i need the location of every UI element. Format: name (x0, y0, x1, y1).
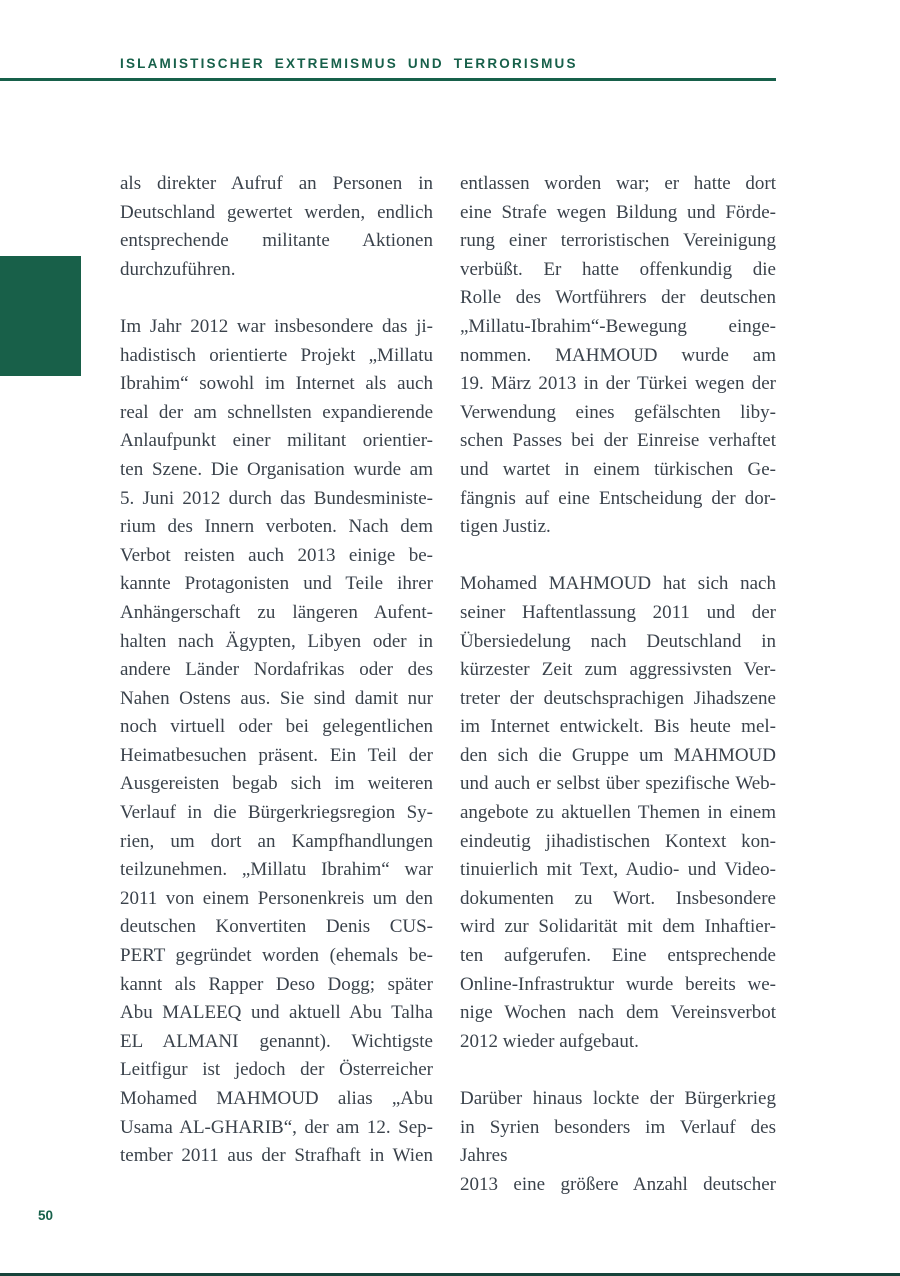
text-line: Abu MALEEQ und aktuell Abu Talha (120, 1002, 433, 1024)
text-line: PERT gegründet worden (ehemals be- (120, 945, 433, 967)
text-line: Verwendung eines gefälschten liby- (460, 401, 776, 423)
text-line: rien, um dort an Kampfhandlungen (120, 830, 433, 852)
running-header-title: ISLAMISTISCHER EXTREMISMUS UND TERRORISMUS (120, 56, 578, 71)
text-line: 2011 von einem Personenkreis um den (120, 887, 433, 909)
text-line: 2012 wieder aufgebaut. (460, 1030, 639, 1052)
text-line: entsprechende militante Aktionen (120, 230, 433, 252)
text-line: real der am schnellsten expandierende (120, 401, 433, 423)
text-line: kannt als Rapper Deso Dogg; später (120, 973, 433, 995)
text-line: kannte Protagonisten und Teile ihrer (120, 573, 433, 595)
text-line: Nahen Ostens aus. Sie sind damit nur (120, 687, 433, 709)
text-line: schen Passes bei der Einreise verhaftet (460, 430, 776, 452)
text-line: Anlaufpunkt einer militant orientier- (120, 430, 433, 452)
text-line: Deutschland gewertet werden, endlich (120, 201, 433, 223)
text-line: Ibrahim“ sowohl im Internet als auch (120, 373, 433, 395)
text-line: kürzester Zeit zum aggressivsten Ver- (460, 659, 776, 681)
text-line: Verbot reisten auch 2013 einige be- (120, 544, 433, 566)
text-line: tinuierlich mit Text, Audio- und Video- (460, 859, 776, 881)
text-line: fängnis auf eine Entscheidung der dor- (460, 487, 776, 509)
text-line: tember 2011 aus der Strafhaft in Wien (120, 1145, 433, 1167)
text-line: tigen Justiz. (460, 516, 551, 538)
text-line: deutschen Konvertiten Denis CUS- (120, 916, 433, 938)
paragraph (120, 170, 433, 284)
text-line: verbüßt. Er hatte offenkundig die (460, 258, 776, 280)
paragraph (120, 313, 433, 1171)
text-line: 2013 eine größere Anzahl deutscher (460, 1173, 776, 1195)
text-line: im Internet entwickelt. Bis heute mel- (460, 716, 776, 738)
text-line: „Millatu-Ibrahim“-Bewegung einge- (460, 315, 776, 337)
text-line: den sich die Gruppe um MAHMOUD (460, 744, 776, 766)
text-line: ten Szene. Die Organisation wurde am (120, 458, 433, 480)
text-line: Heimatbesuchen präsent. Ein Teil der (120, 744, 433, 766)
text-line: durchzuführen. (120, 258, 236, 280)
text-line: treter der deutschsprachigen Jihadszene (460, 687, 776, 709)
text-line: nommen. MAHMOUD wurde am (460, 344, 776, 366)
text-line: ten aufgerufen. Eine entsprechende (460, 945, 776, 967)
text-line: Online-Infrastruktur wurde bereits we- (460, 973, 776, 995)
page-number: 50 (38, 1208, 54, 1223)
text-column-left (120, 170, 433, 1171)
text-line: andere Länder Nordafrikas oder des (120, 659, 433, 681)
text-line: und wartet in einem türkischen Ge- (460, 458, 776, 480)
text-line: Usama AL-GHARIB“, der am 12. Sep- (120, 1116, 433, 1138)
text-column-right (460, 170, 776, 1199)
paragraph (460, 1085, 776, 1199)
text-line: Anhängerschaft zu längeren Aufent- (120, 601, 433, 623)
paragraph (460, 170, 776, 542)
header-rule (0, 78, 776, 81)
text-line: Darüber hinaus lockte der Bürgerkrieg (460, 1088, 776, 1109)
text-line: hadistisch orientierte Projekt „Millatu (120, 344, 433, 366)
text-line: 19. März 2013 in der Türkei wegen der (460, 373, 776, 395)
text-line: in Syrien besonders im Verlauf des Jahres (460, 1116, 776, 1167)
chapter-margin-marker (0, 256, 81, 376)
text-line: Leitfigur ist jedoch der Österreicher (120, 1059, 433, 1081)
text-line: Verlauf in die Bürgerkriegsregion Sy- (120, 802, 433, 824)
text-line: Im Jahr 2012 war insbesondere das ji- (120, 315, 433, 337)
text-line: rium des Innern verboten. Nach dem (120, 516, 433, 538)
text-line: Mohamed MAHMOUD alias „Abu (120, 1088, 433, 1109)
text-line: dokumenten zu Wort. Insbesondere (460, 887, 776, 909)
text-line: Übersiedelung nach Deutschland in (460, 630, 776, 652)
text-line: Ausgereisten begab sich im weiteren (120, 773, 433, 795)
text-line: noch virtuell oder bei gelegentlichen (120, 716, 433, 738)
text-line: EL ALMANI genannt). Wichtigste (120, 1030, 433, 1052)
text-line: und auch er selbst über spezifische Web- (460, 773, 776, 795)
text-line: seiner Haftentlassung 2011 und der (460, 601, 776, 623)
text-line: halten nach Ägypten, Libyen oder in (120, 630, 433, 652)
text-line: Mohamed MAHMOUD hat sich nach (460, 573, 776, 595)
text-line: wird zur Solidarität mit dem Inhaftier- (460, 916, 776, 938)
text-line: Rolle des Wortführers der deutschen (460, 287, 776, 309)
text-line: eindeutig jihadistischen Kontext kon- (460, 830, 776, 852)
text-line: angebote zu aktuellen Themen in einem (460, 802, 776, 824)
text-line: entlassen worden war; er hatte dort (460, 173, 776, 194)
text-line: teilzunehmen. „Millatu Ibrahim“ war (120, 859, 433, 881)
text-line: rung einer terroristischen Vereinigung (460, 230, 776, 252)
text-line: eine Strafe wegen Bildung und Förde- (460, 201, 776, 223)
text-line: nige Wochen nach dem Vereinsverbot (460, 1002, 776, 1024)
text-line: 5. Juni 2012 durch das Bundesministe- (120, 487, 433, 509)
text-line: als direkter Aufruf an Personen in (120, 173, 433, 194)
paragraph (460, 570, 776, 1056)
